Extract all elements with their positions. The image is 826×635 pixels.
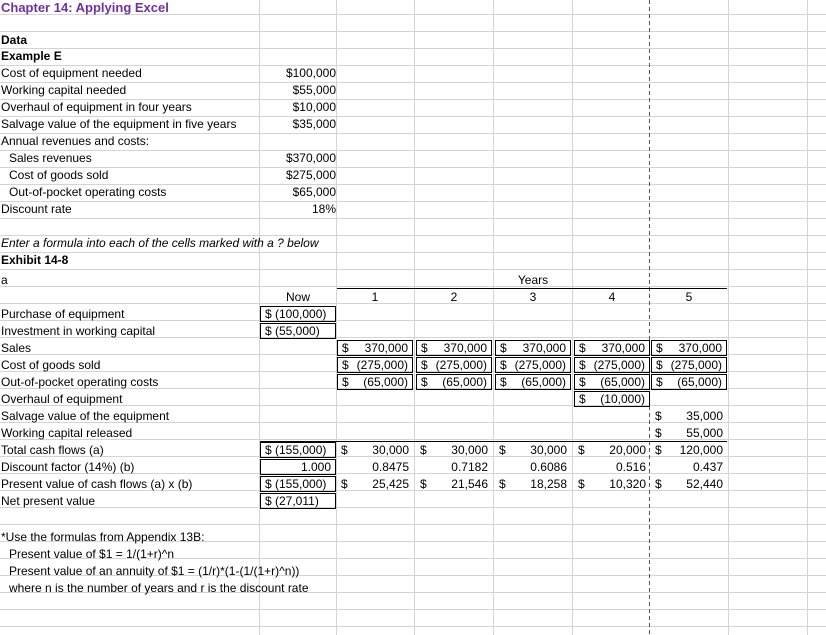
currency-symbol: $ [578, 443, 585, 457]
input-label: Cost of equipment needed [1, 66, 142, 80]
cell-value: 25,425 [372, 477, 409, 491]
col-header-year1: 1 [371, 290, 379, 304]
currency-symbol: $ [655, 443, 662, 457]
currency-symbol: $ [421, 358, 428, 372]
currency-symbol: $ [342, 358, 349, 372]
currency-symbol: $ [420, 477, 427, 491]
cell-value: 370,000 [522, 341, 566, 355]
cell-value: (65,000) [600, 375, 645, 389]
cell-total-year1[interactable] [337, 442, 413, 458]
years-header: Years [517, 273, 549, 287]
cell-value: 370,000 [443, 341, 487, 355]
currency-symbol: $ [341, 443, 348, 457]
cell-salvage-year5[interactable] [651, 408, 727, 424]
row-label: Sales [1, 341, 32, 355]
cell-cogs-year5[interactable] [651, 357, 727, 373]
cell-total-year3[interactable] [495, 442, 571, 458]
input-value[interactable]: $55,000 [292, 83, 336, 97]
cell-sales-year5[interactable] [651, 340, 727, 356]
input-value[interactable]: $10,000 [292, 100, 336, 114]
cell-value: (65,000) [677, 375, 722, 389]
currency-symbol: $ [579, 358, 586, 372]
currency-symbol: $ [578, 477, 585, 491]
cell-value: 10,320 [609, 477, 646, 491]
row-label: Cost of goods sold [1, 358, 101, 372]
cell-value: (275,000) [593, 358, 645, 372]
input-label: Working capital needed [1, 83, 127, 97]
currency-symbol: $ [500, 341, 507, 355]
cell-value: 52,440 [686, 477, 723, 491]
note-line: where n is the number of years and r is the discount rate [9, 581, 309, 595]
cell-value: (275,000) [514, 358, 566, 372]
cell-cogs-year3[interactable] [495, 357, 571, 373]
input-value[interactable]: $100,000 [285, 66, 336, 80]
cell-cogs-year2[interactable] [416, 357, 492, 373]
cell-value: (65,000) [521, 375, 566, 389]
cell-value: 30,000 [451, 443, 488, 457]
cell-pv-year1[interactable] [337, 476, 413, 492]
cell-oop-year3[interactable] [495, 374, 571, 390]
input-value[interactable]: 18% [311, 202, 336, 216]
input-value[interactable]: $35,000 [292, 117, 336, 131]
cell-value: (10,000) [600, 392, 645, 406]
currency-symbol: $ [420, 443, 427, 457]
currency-symbol: $ [655, 426, 662, 440]
currency-symbol: $ [342, 341, 349, 355]
row-label: Net present value [1, 494, 96, 508]
row-label: Overhaul of equipment [1, 392, 123, 406]
cell-discount-year3[interactable]: 0.6086 [530, 460, 567, 474]
input-label: Overhaul of equipment in four years [1, 100, 192, 114]
sheet-title: Chapter 14: Applying Excel [1, 0, 169, 15]
instruction-text: Enter a formula into each of the cells marked with a ? below [1, 236, 319, 250]
cell-cogs-year1[interactable] [337, 357, 413, 373]
col-header-year5: 5 [685, 290, 693, 304]
currency-symbol: $ [500, 358, 507, 372]
cell-value: 30,000 [530, 443, 567, 457]
currency-symbol: $ [421, 375, 428, 389]
cell-value: (65,000) [442, 375, 487, 389]
currency-symbol: $ [656, 358, 663, 372]
input-label: Annual revenues and costs: [1, 134, 150, 148]
currency-symbol: $ [579, 375, 586, 389]
currency-symbol: $ [341, 477, 348, 491]
example-label: Example E [1, 49, 62, 63]
row-label: Present value of cash flows (a) x (b) [1, 477, 193, 491]
row-label: Working capital released [1, 426, 133, 440]
row-label: Total cash flows (a) [1, 443, 104, 457]
currency-symbol: $ [655, 409, 662, 423]
cell-value: 370,000 [678, 341, 722, 355]
cell-pv-year5[interactable] [651, 476, 727, 492]
cell-sales-year1[interactable] [337, 340, 413, 356]
cell-sales-year4[interactable] [574, 340, 650, 356]
col-header-year4: 4 [608, 290, 616, 304]
cell-discount-year2[interactable]: 0.7182 [451, 460, 488, 474]
cell-wc-released-year5[interactable] [651, 425, 727, 441]
cell-pv-year2[interactable] [416, 476, 492, 492]
row-label: Investment in working capital [1, 324, 156, 338]
input-value[interactable]: $65,000 [292, 185, 336, 199]
input-value[interactable]: $275,000 [285, 168, 336, 182]
data-header: Data [1, 33, 28, 47]
input-value[interactable]: $370,000 [285, 151, 336, 165]
cell-value: 55,000 [686, 426, 723, 440]
currency-symbol: $ [656, 341, 663, 355]
cell-sales-year3[interactable] [495, 340, 571, 356]
cell-value: (65,000) [363, 375, 408, 389]
col-header-year3: 3 [529, 290, 537, 304]
cell-value: 35,000 [686, 409, 723, 423]
input-label: Discount rate [1, 202, 72, 216]
note-line: Present value of an annuity of $1 = (1/r)*(1-(1/(1+r)^n)) [9, 564, 300, 578]
cell-value: (275,000) [435, 358, 487, 372]
currency-symbol: $ [500, 375, 507, 389]
section-label: a [1, 273, 8, 287]
exhibit-label: Exhibit 14-8 [1, 253, 69, 267]
input-label: Out-of-pocket operating costs [9, 185, 167, 199]
cell-value: 30,000 [372, 443, 409, 457]
cell-now-discount[interactable]: 1.000 [260, 459, 336, 475]
currency-symbol: $ [579, 341, 586, 355]
cell-value: 370,000 [364, 341, 408, 355]
cell-total-year5[interactable] [651, 442, 727, 458]
cell-oop-year4[interactable] [574, 374, 650, 390]
currency-symbol: $ [499, 443, 506, 457]
row-label: Discount factor (14%) (b) [1, 460, 135, 474]
currency-symbol: $ [499, 477, 506, 491]
cell-discount-year1[interactable]: 0.8475 [372, 460, 409, 474]
cell-now-total[interactable]: $ (155,000) [260, 442, 336, 458]
cell-discount-year4[interactable]: 0.516 [615, 460, 646, 474]
cell-now-purchase[interactable]: $ (100,000) [260, 306, 336, 322]
row-label: Purchase of equipment [1, 307, 125, 321]
cell-pv-year3[interactable] [495, 476, 571, 492]
cell-value: (275,000) [670, 358, 722, 372]
currency-symbol: $ [656, 375, 663, 389]
currency-symbol: $ [655, 477, 662, 491]
cell-discount-year5[interactable]: 0.437 [692, 460, 723, 474]
cell-value: 120,000 [679, 443, 723, 457]
cell-value: 370,000 [601, 341, 645, 355]
row-label: Salvage value of the equipment [1, 409, 170, 423]
cell-now-npv[interactable]: $ (27,011) [260, 493, 336, 509]
cell-value: 18,258 [530, 477, 567, 491]
cell-now-working-capital[interactable]: $ (55,000) [260, 323, 336, 339]
input-label: Sales revenues [9, 151, 92, 165]
currency-symbol: $ [342, 375, 349, 389]
note-line: *Use the formulas from Appendix 13B: [1, 530, 205, 544]
cell-cogs-year4[interactable] [574, 357, 650, 373]
cell-value: 20,000 [609, 443, 646, 457]
cell-overhaul-year4[interactable] [574, 391, 650, 407]
note-line: Present value of $1 = 1/(1+r)^n [9, 547, 175, 561]
input-label: Cost of goods sold [9, 168, 109, 182]
cell-value: 21,546 [451, 477, 488, 491]
input-label: Salvage value of the equipment in five years [1, 117, 237, 131]
cell-oop-year5[interactable] [651, 374, 727, 390]
cell-pv-year4[interactable] [574, 476, 650, 492]
total-rule [260, 441, 727, 442]
row-label: Out-of-pocket operating costs [1, 375, 159, 389]
cell-now-pv[interactable]: $ (155,000) [260, 476, 336, 492]
cell-total-year2[interactable] [416, 442, 492, 458]
cell-total-year4[interactable] [574, 442, 650, 458]
cell-sales-year2[interactable] [416, 340, 492, 356]
cell-oop-year1[interactable] [337, 374, 413, 390]
cell-oop-year2[interactable] [416, 374, 492, 390]
cell-value: (275,000) [356, 358, 408, 372]
col-header-now: Now [285, 290, 310, 304]
col-header-year2: 2 [450, 290, 458, 304]
currency-symbol: $ [421, 341, 428, 355]
currency-symbol: $ [579, 392, 586, 406]
